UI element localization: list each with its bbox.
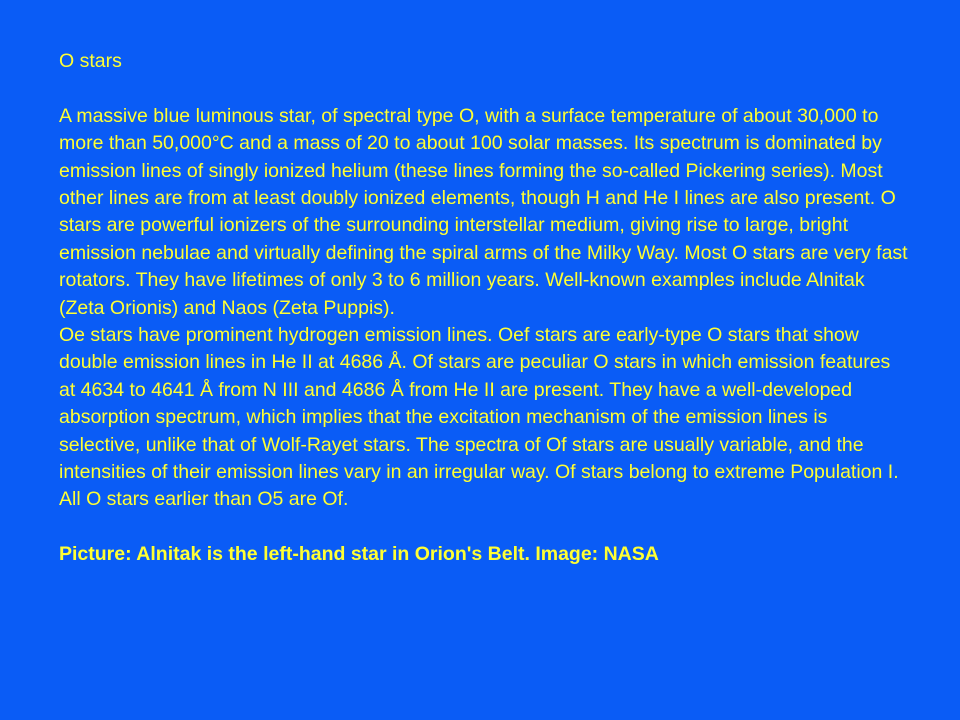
paragraph-oe-of-stars: Oe stars have prominent hydrogen emission lines. Oef stars are early-type O stars that show double emission lines in He II at 4686 Å. Of stars are peculiar O stars in which emission features at 4634 to 4641 Å from N III and 4686 Å from He II are present. They have a well-developed absorption spectrum, which implies that the excitation mechanism of the emission lines is selective, unlike that of Wolf-Rayet stars. The spectra of Of stars are usually variable, and the intensities of their emission lines vary in an irregular way. Of stars belong to extreme Population I. All O stars earlier than O5 are Of. [59, 324, 899, 511]
paragraph-o-stars-description: A massive blue luminous star, of spectral type O, with a surface temperature of about 30,000 to more than 50,000°C and a mass of 20 to about 100 solar masses. Its spectrum is dominated by emission lines of singly ionized helium (these lines forming the so-called Pickering series). Most other lines are from at least doubly ionized elements, though H and He I lines are also present. O stars are powerful ionizers of the surrounding interstellar medium, giving rise to large, bright emission nebulae and virtually defining the spiral arms of the Milky Way. Most O stars are very fast rotators. They have lifetimes of only 3 to 6 million years. Well-known examples include Alnitak (Zeta Orionis) and Naos (Zeta Puppis). [59, 104, 908, 319]
picture-caption: Picture: Alnitak is the left-hand star in Orion's Belt. Image: NASA [59, 543, 659, 566]
slide-content [59, 48, 909, 569]
slide-title: O stars [59, 50, 122, 72]
